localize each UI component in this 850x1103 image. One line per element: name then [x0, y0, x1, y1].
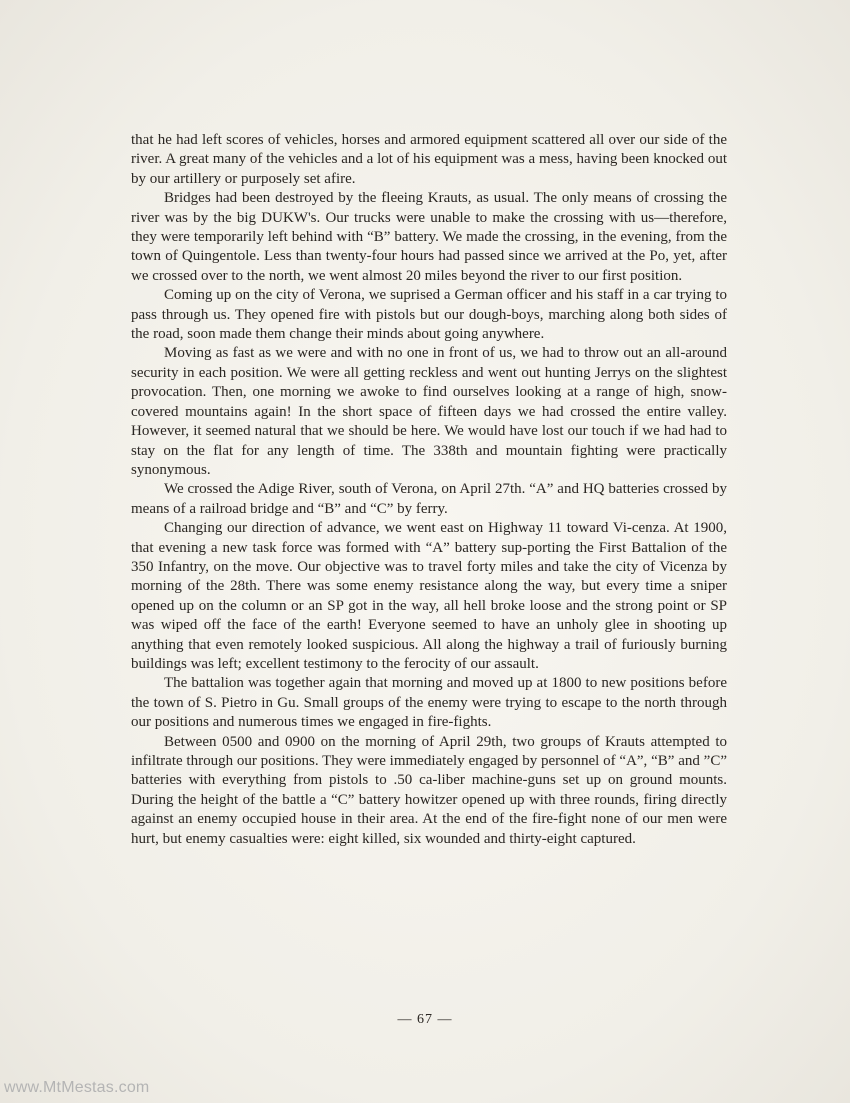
paragraph: Changing our direction of advance, we went east on Highway 11 toward Vi-cenza. At 1900, that evening a new task force was formed with “A” battery sup-porting the First Battalion of the 350 Infantry, on the move. Our objective was to travel forty miles and take the city of Vicenza by morning of the 28th. There was some enemy resistance along the way, but every time a sniper opened up on the column or an SP got in the way, all hell broke loose and the strong point or SP was wiped off the face of the earth! Everyone seemed to have an unholy glee in shooting up anything that even remotely looked suspicious. All along the highway a trail of furiously burning buildings was left; excellent testimony to the ferocity of our assault. — [131, 520, 727, 672]
paragraph: that he had left scores of vehicles, horses and armored equipment scattered all over our side of the river. A great many of the vehicles and a lot of his equipment was a mess, having been knocked out by our artillery or purposely set afire. — [131, 132, 727, 187]
paragraph: We crossed the Adige River, south of Verona, on April 27th. “A” and HQ batteries crossed by means of a railroad bridge and “B” and “C” by ferry. — [131, 481, 727, 517]
paragraph: Coming up on the city of Verona, we suprised a German officer and his staff in a car trying to pass through us. They opened fire with pistols but our dough-boys, marching along both sides of the road, soon made them change their minds about going anywhere. — [131, 287, 727, 343]
page-number: — 67 — — [397, 1012, 453, 1027]
watermark-text: www.MtMestas.com — [4, 1079, 150, 1096]
paragraph: Bridges had been destroyed by the fleeing Krauts, as usual. The only means of crossing the river was by the big DUKW's. Our trucks were unable to make the crossing with us—therefore, they were temporarily left behind with “B” battery. We made the crossing, in the evening, from the town of Quingentole. Less than twenty-four hours had passed since we arrived at the Po, yet, after we crossed over to the north, we went almost 20 miles beyond the river to our first position. — [131, 190, 727, 284]
paragraph: Between 0500 and 0900 on the morning of April 29th, two groups of Krauts attempted to infiltrate through our positions. They were immediately engaged by personnel of “A”, “B” and ”C” batteries with everything from pistols to .50 ca-liber machine-guns set up on ground mounts. During the height of the battle a “C” battery howitzer opened up with three rounds, firing directly against an enemy occupied house in their area. At the end of the fire-fight none of our men were hurt, but enemy casualties were: eight killed, six wounded and thirty-eight captured. — [131, 733, 727, 847]
paragraph: Moving as fast as we were and with no one in front of us, we had to throw out an all-around security in each position. We were all getting reckless and went out hunting Jerrys on the slightest provocation. Then, one morning we awoke to find ourselves looking at a range of high, snow-covered mountains again! In the short space of fifteen days we had crossed the entire valley. However, it seemed natural that we should be here. We would have lost our touch if we had had to stay on the flat for any length of time. The 338th and mountain fighting were practically synonymous. — [131, 345, 727, 478]
body-text — [131, 131, 727, 849]
paragraph: The battalion was together again that morning and moved up at 1800 to new positions before the town of S. Pietro in Gu. Small groups of the enemy were trying to escape to the north through our positions and numerous times we engaged in fire-fights. — [131, 675, 727, 731]
